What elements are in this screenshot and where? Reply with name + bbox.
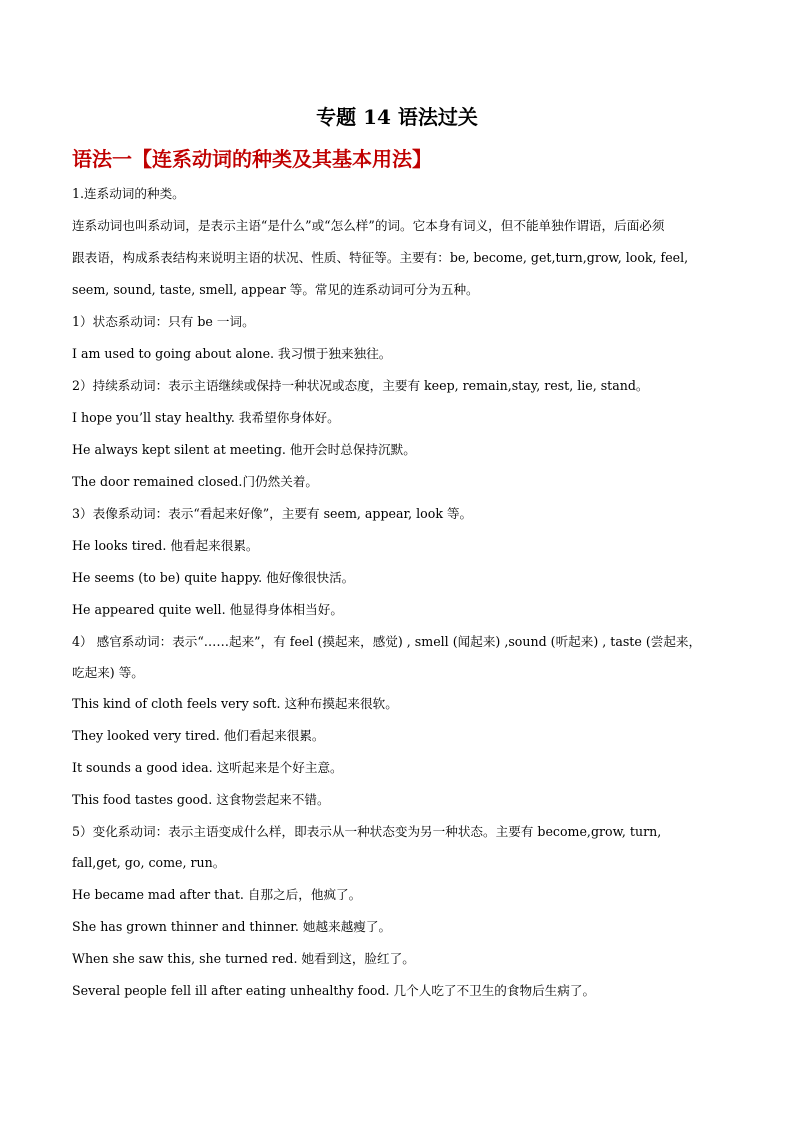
example-sentence: I am used to going about alone. 我习惯于独来独往。	[72, 346, 392, 361]
paragraph-line: 跟表语，构成系表结构来说明主语的状况、性质、特征等。主要有：be, become, get,turn,grow, look, feel,	[72, 250, 689, 265]
paragraph-line: 4） 感官系动词：表示“……起来”，有 feel (摸起来，感觉) , smell (闻起来) ,sound (听起来) , taste (尝起来，	[72, 634, 702, 649]
example-sentence: I hope you’ll stay healthy. 我希望你身体好。	[72, 410, 340, 425]
paragraph-line: seem, sound, taste, smell, appear 等。常见的连系动词可分为五种。	[72, 282, 479, 297]
example-sentence: He always kept silent at meeting. 他开会时总保持沉默。	[72, 442, 416, 457]
example-sentence: He became mad after that. 自那之后，他疯了。	[72, 887, 362, 902]
example-sentence: This kind of cloth feels very soft. 这种布摸起来很软。	[72, 696, 398, 711]
page-title: 专题 14 语法过关	[316, 105, 478, 129]
example-sentence: Several people fell ill after eating unhealthy food. 几个人吃了不卫生的食物后生病了。	[72, 983, 596, 998]
example-sentence: He looks tired. 他看起来很累。	[72, 538, 259, 553]
paragraph-line: fall,get, go, come, run。	[72, 855, 226, 870]
example-sentence: This food tastes good. 这食物尝起来不错。	[72, 792, 330, 807]
example-sentence: She has grown thinner and thinner. 她越来越瘦了。	[72, 919, 392, 934]
example-sentence: When she saw this, she turned red. 她看到这，脸红了。	[72, 951, 415, 966]
paragraph-line: 1）状态系动词：只有 be 一词。	[72, 314, 255, 329]
example-sentence: It sounds a good idea. 这听起来是个好主意。	[72, 760, 343, 775]
paragraph-line: 1.连系动词的种类。	[72, 186, 185, 201]
paragraph-line: 吃起来) 等。	[72, 665, 144, 680]
example-sentence: They looked very tired. 他们看起来很累。	[72, 728, 325, 743]
example-sentence: He seems (to be) quite happy. 他好像很快活。	[72, 570, 355, 585]
paragraph-line: 2）持续系动词：表示主语继续或保持一种状况或态度，主要有 keep, remain,stay, rest, lie, stand。	[72, 378, 649, 393]
section-heading: 语法一【连系动词的种类及其基本用法】	[72, 147, 432, 171]
example-sentence: He appeared quite well. 他显得身体相当好。	[72, 602, 343, 617]
paragraph-line: 5）变化系动词：表示主语变成什么样，即表示从一种状态变为另一种状态。主要有 become,grow, turn,	[72, 824, 662, 839]
paragraph-line: 连系动词也叫系动词，是表示主语“是什么”或“怎么样”的词。它本身有词义，但不能单独作谓语，后面必须	[72, 218, 665, 233]
example-sentence: The door remained closed.门仍然关着。	[72, 474, 319, 489]
paragraph-line: 3）表像系动词：表示“看起来好像”，主要有 seem, appear, look 等。	[72, 506, 473, 521]
